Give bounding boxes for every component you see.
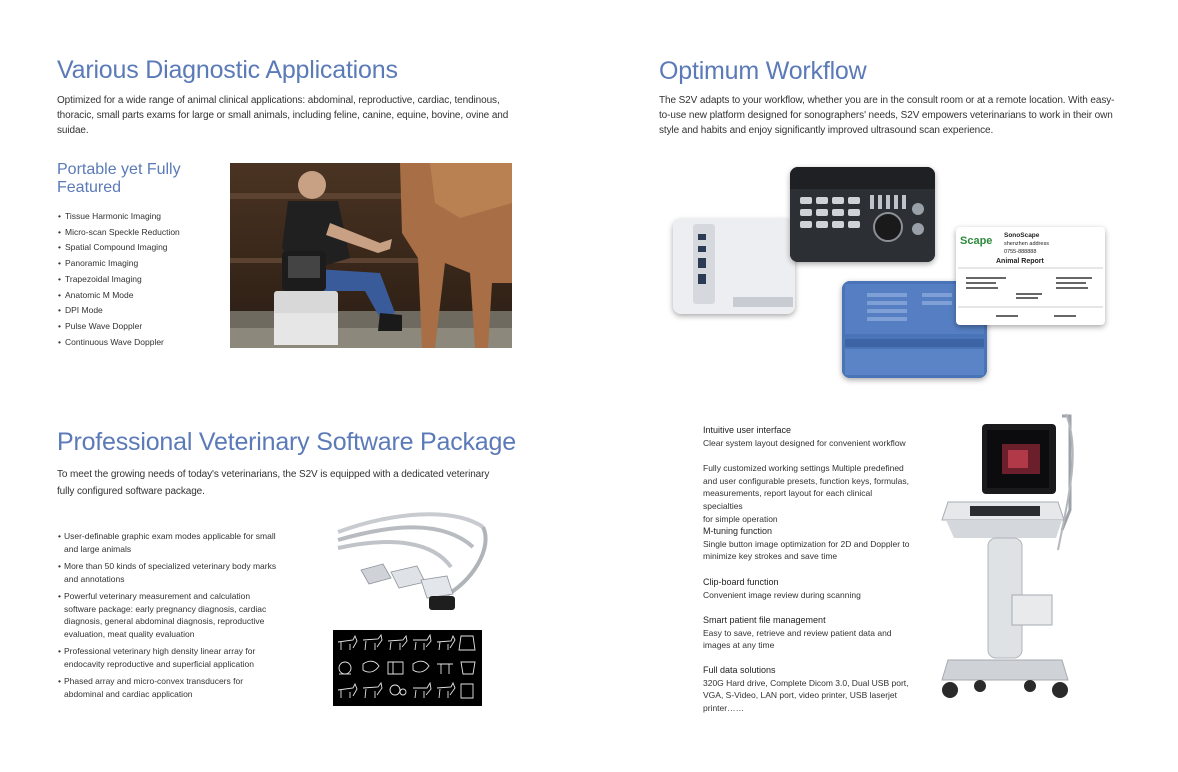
control-panel-illustration	[790, 167, 935, 262]
feature-desc: Single button image optimization for 2D and Doppler to minimize key strokes and save time	[703, 538, 910, 562]
feature-patient-files	[703, 614, 913, 652]
portable-feature-list	[58, 209, 180, 350]
ports-illustration	[673, 219, 795, 314]
feature-desc: Clear system layout designed for convenient workflow	[703, 437, 906, 448]
list-item: • Tissue Harmonic Imaging	[58, 209, 180, 225]
feature-clip-board	[703, 576, 923, 601]
list-item: • User-definable graphic exam modes applicable for small and large animals	[58, 530, 283, 555]
portable-title-line-1: Portable yet Fully	[57, 161, 181, 178]
feature-custom-settings	[703, 462, 913, 526]
feature-title: M-tuning function	[703, 526, 773, 536]
various-line-2: thoracic, small parts exams for large or small animals, including feline, canine, equine, bovine, ovine and	[57, 110, 509, 121]
various-line-3: suidae.	[57, 125, 89, 136]
feature-intuitive-ui	[703, 424, 923, 449]
list-item: • Spatial Compound Imaging	[58, 240, 180, 256]
vet-photo-illustration	[230, 163, 512, 348]
list-item: • Powerful veterinary measurement and calculation software package: early pregnancy diagnosis, cardiac diagnosis, general abdominal diagnosis, reproductive evaluation, meat quality evaluation	[58, 590, 280, 640]
list-item: • Panoramic Imaging	[58, 256, 180, 272]
cart-illustration	[930, 410, 1080, 710]
probes-illustration	[333, 502, 493, 614]
software-title: Professional Veterinary Software Package	[57, 428, 516, 456]
feature-title: Full data solutions	[703, 665, 776, 675]
feature-desc: 320G Hard drive, Complete Dicom 3.0, Dual USB port, VGA, S-Video, LAN port, video printer, USB laserjet printer……	[703, 677, 909, 714]
list-item: • Phased array and micro-convex transducers for abdominal and cardiac application	[58, 675, 280, 700]
software-feature-list	[58, 530, 298, 705]
software-line-1: To meet the growing needs of today's veterinarians, the S2V is equipped with a dedicated veterinary	[57, 469, 490, 480]
feature-title: Clip-board function	[703, 577, 779, 587]
feature-m-tuning	[703, 525, 915, 563]
feature-data-solutions	[703, 664, 911, 715]
feature-desc: Convenient image review during scanning	[703, 589, 861, 600]
list-item: • Micro-scan Speckle Reduction	[58, 225, 180, 241]
list-item: • Professional veterinary high density linear array for endocavity reproductive and superficial application	[58, 645, 280, 670]
report-card-image	[956, 227, 1105, 325]
feature-desc: for simple operation	[703, 513, 778, 524]
various-title: Various Diagnostic Applications	[57, 56, 398, 84]
ultrasound-cart-image	[930, 410, 1080, 710]
control-panel-image	[790, 167, 935, 262]
report-phone: 0755-888888	[1004, 249, 1037, 255]
list-item: • Pulse Wave Doppler	[58, 319, 180, 335]
list-item: • More than 50 kinds of specialized veterinary body marks and annotations	[58, 560, 290, 585]
report-logo: Scape	[960, 235, 993, 247]
workflow-line-1: The S2V adapts to your workflow, whether you are in the consult room or at a remote location. With easy-	[659, 95, 1115, 106]
device-ports-image	[673, 219, 795, 314]
feature-title: Smart patient file management	[703, 615, 826, 625]
photo-vet-with-horse	[230, 163, 512, 348]
feature-title: Fully customized working settings Multiple predefined and user configurable presets, function keys, formulas, measurements, report layout for each clinical specialties	[703, 463, 909, 512]
workflow-title: Optimum Workflow	[659, 57, 867, 85]
feature-title: Intuitive user interface	[703, 425, 792, 435]
various-paragraph	[57, 93, 527, 138]
animal-bodymarks-grid	[333, 630, 482, 706]
workflow-line-3: style and habits and enjoy significantly improved ultrasound scan experience.	[659, 125, 994, 136]
workflow-line-2: to-use new platform designed for sonographers' needs, S2V empowers veterinarians to work in their own	[659, 110, 1113, 121]
various-line-1: Optimized for a wide range of animal clinical applications: abdominal, reproductive, cardiac, tendinous,	[57, 95, 500, 106]
report-lines	[956, 227, 1105, 325]
software-line-2: fully configured software package.	[57, 486, 205, 497]
workflow-paragraph	[659, 93, 1149, 138]
portable-title	[57, 161, 181, 197]
bodymarks-illustration	[333, 630, 482, 706]
list-item: • Trapezoidal Imaging	[58, 272, 180, 288]
software-paragraph	[57, 466, 517, 500]
list-item: • DPI Mode	[58, 303, 180, 319]
portable-title-line-2: Featured	[57, 179, 122, 196]
list-item: • Continuous Wave Doppler	[58, 335, 180, 351]
report-brand: SonoScape	[1004, 232, 1040, 239]
feature-desc: Easy to save, retrieve and review patient data and images at any time	[703, 627, 892, 651]
report-address: shenzhen address	[1004, 241, 1049, 247]
list-item: • Anatomic M Mode	[58, 288, 180, 304]
report-heading: Animal Report	[996, 258, 1044, 265]
transducer-probes-image	[333, 502, 493, 614]
